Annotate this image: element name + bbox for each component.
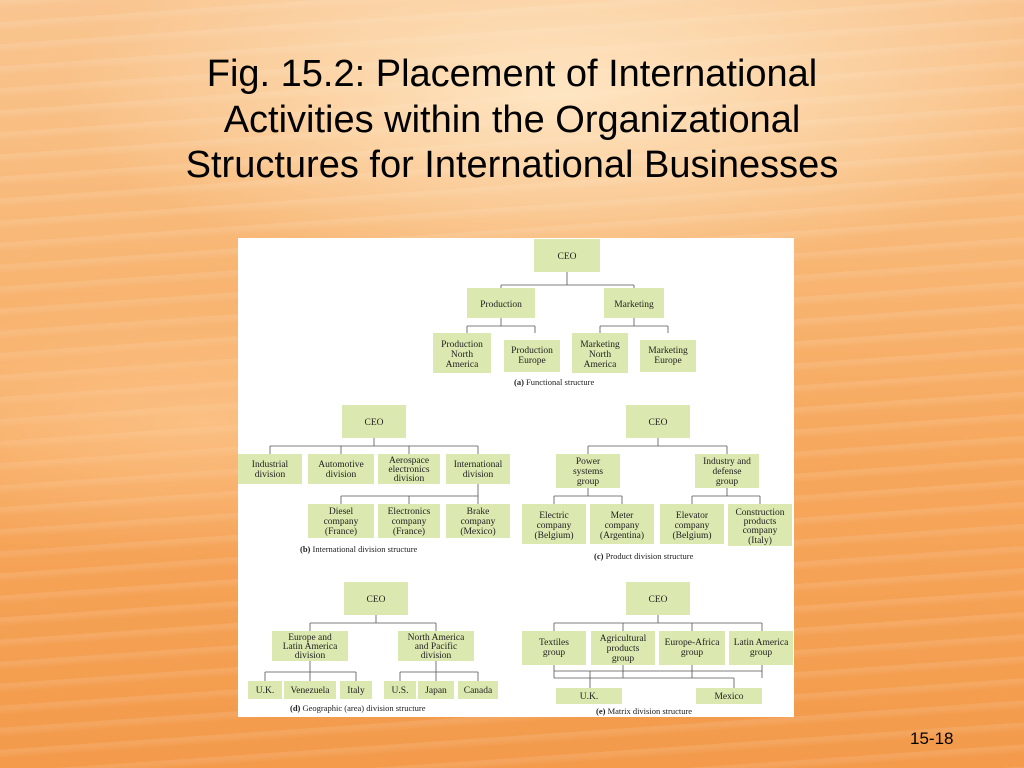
matrix-caption bbox=[596, 706, 692, 716]
international-caption-text: International division structure bbox=[312, 544, 418, 554]
industry-defense-line-2: defense bbox=[712, 467, 742, 477]
diesel-company-line-3: (France) bbox=[324, 527, 358, 537]
agricultural-line-3: group bbox=[611, 654, 635, 664]
electronics-company-line-3: (France) bbox=[392, 527, 426, 537]
product-ceo-label: CEO bbox=[648, 418, 668, 428]
japan-label: Japan bbox=[425, 686, 447, 696]
functional-caption bbox=[514, 377, 594, 387]
electric-company-line-1: Electric bbox=[539, 511, 569, 521]
electronics-company-line-1: Electronics bbox=[387, 507, 431, 517]
marketing-north-america-line-2: North bbox=[588, 350, 612, 360]
international-division-line-2: division bbox=[462, 470, 494, 480]
production-north-america-line-1: Production bbox=[441, 340, 483, 350]
textiles-group-line-1: Textiles bbox=[539, 638, 569, 648]
electric-company-line-2: company bbox=[536, 521, 572, 531]
diesel-company-line-1: Diesel bbox=[328, 507, 354, 517]
slide-title bbox=[90, 52, 934, 189]
title-line-2: Activities within the Organizational bbox=[223, 98, 801, 141]
matrix-caption-text: Matrix division structure bbox=[607, 706, 693, 716]
matrix-ceo-label: CEO bbox=[648, 595, 668, 605]
power-systems-line-1: Power bbox=[575, 457, 601, 467]
international-caption bbox=[300, 544, 418, 554]
electric-company-line-3: (Belgium) bbox=[534, 531, 574, 541]
international-caption-letter: (b) bbox=[300, 544, 311, 554]
production-north-america-line-3: America bbox=[445, 360, 479, 370]
product-caption-letter: (c) bbox=[594, 551, 604, 561]
geographic-ceo-label: CEO bbox=[366, 595, 386, 605]
product-caption-text: Product division structure bbox=[605, 551, 694, 561]
europe-africa-line-1: Europe-Africa bbox=[664, 638, 720, 648]
construction-company-line-2: products bbox=[743, 517, 777, 527]
us-label: U.S. bbox=[391, 686, 409, 696]
production-label: Production bbox=[480, 300, 522, 310]
slide-page-number: 15-18 bbox=[910, 729, 954, 748]
brake-company-line-2: company bbox=[460, 517, 496, 527]
electronics-company-line-2: company bbox=[391, 517, 427, 527]
international-division-chart bbox=[238, 405, 510, 554]
matrix-mexico-label: Mexico bbox=[714, 692, 744, 702]
industry-defense-line-1: Industry and bbox=[703, 457, 751, 467]
matrix-cross-lines bbox=[554, 665, 762, 688]
elevator-company-line-1: Elevator bbox=[675, 511, 709, 521]
geographic-caption-text: Geographic (area) division structure bbox=[302, 703, 426, 713]
europe-latin-america-line-3: division bbox=[294, 651, 326, 661]
product-caption bbox=[594, 551, 694, 561]
construction-company-line-3: company bbox=[742, 526, 778, 536]
matrix-caption-letter: (e) bbox=[596, 706, 606, 716]
meter-company-line-1: Meter bbox=[610, 511, 634, 521]
production-north-america-line-2: North bbox=[450, 350, 474, 360]
venezuela-label: Venezuela bbox=[290, 686, 330, 696]
elevator-company-line-2: company bbox=[674, 521, 710, 531]
europe-africa-line-2: group bbox=[680, 648, 704, 658]
marketing-north-america-line-3: America bbox=[583, 360, 617, 370]
brake-company-line-1: Brake bbox=[466, 507, 490, 517]
marketing-label: Marketing bbox=[614, 300, 654, 310]
matrix-connectors bbox=[554, 615, 762, 631]
marketing-north-america-line-1: Marketing bbox=[580, 340, 620, 350]
international-ceo-label: CEO bbox=[364, 418, 384, 428]
functional-caption-text: Functional structure bbox=[526, 377, 595, 387]
power-systems-line-2: systems bbox=[572, 467, 604, 477]
production-europe-line-2: Europe bbox=[518, 356, 546, 366]
product-division-chart bbox=[522, 405, 792, 561]
aerospace-division-line-1: Aerospace bbox=[388, 456, 430, 466]
marketing-europe-line-2: Europe bbox=[654, 356, 682, 366]
org-charts-svg bbox=[238, 238, 794, 717]
power-systems-line-3: group bbox=[576, 477, 600, 487]
aerospace-division-line-2: electronics bbox=[388, 465, 430, 475]
matrix-uk-label: U.K. bbox=[579, 692, 599, 702]
elevator-company-line-3: (Belgium) bbox=[672, 531, 712, 541]
latin-america-line-1: Latin America bbox=[733, 638, 789, 648]
latin-america-line-2: group bbox=[749, 648, 773, 658]
industry-defense-line-3: group bbox=[715, 477, 739, 487]
geographic-caption bbox=[290, 703, 426, 713]
geographic-division-chart bbox=[248, 582, 498, 713]
industrial-division-line-2: division bbox=[254, 470, 286, 480]
brake-company-line-3: (Mexico) bbox=[460, 527, 496, 537]
functional-ceo-label: CEO bbox=[557, 252, 577, 262]
production-europe-line-1: Production bbox=[511, 346, 553, 356]
meter-company-line-3: (Argentina) bbox=[599, 531, 645, 541]
canada-label: Canada bbox=[463, 686, 493, 696]
aerospace-division-line-3: division bbox=[393, 474, 425, 484]
europe-latin-america-line-1: Europe and bbox=[288, 633, 332, 643]
north-america-pacific-line-3: division bbox=[420, 651, 452, 661]
europe-latin-america-line-2: Latin America bbox=[282, 642, 338, 652]
marketing-europe-line-1: Marketing bbox=[648, 346, 688, 356]
uk-label: U.K. bbox=[255, 686, 275, 696]
matrix-division-chart bbox=[522, 582, 793, 716]
industrial-division-line-1: Industrial bbox=[251, 460, 289, 470]
construction-company-line-4: (Italy) bbox=[748, 536, 772, 546]
agricultural-line-1: Agricultural bbox=[599, 634, 647, 644]
functional-structure-chart bbox=[433, 239, 696, 387]
automotive-division-line-2: division bbox=[325, 470, 357, 480]
textiles-group-line-2: group bbox=[542, 648, 566, 658]
meter-company-line-2: company bbox=[604, 521, 640, 531]
automotive-division-line-1: Automotive bbox=[318, 460, 364, 470]
title-line-3: Structures for International Businesses bbox=[185, 144, 839, 187]
diesel-company-line-2: company bbox=[323, 517, 359, 527]
north-america-pacific-line-1: North America bbox=[407, 633, 465, 643]
agricultural-line-2: products bbox=[606, 644, 640, 654]
construction-company-line-1: Construction bbox=[735, 508, 785, 518]
functional-caption-letter: (a) bbox=[514, 377, 524, 387]
geographic-caption-letter: (d) bbox=[290, 703, 301, 713]
international-division-line-1: International bbox=[453, 460, 503, 470]
title-line-1: Fig. 15.2: Placement of International bbox=[206, 53, 818, 95]
org-structures-figure bbox=[238, 238, 794, 717]
north-america-pacific-line-2: and Pacific bbox=[414, 642, 458, 652]
italy-label: Italy bbox=[347, 686, 365, 696]
